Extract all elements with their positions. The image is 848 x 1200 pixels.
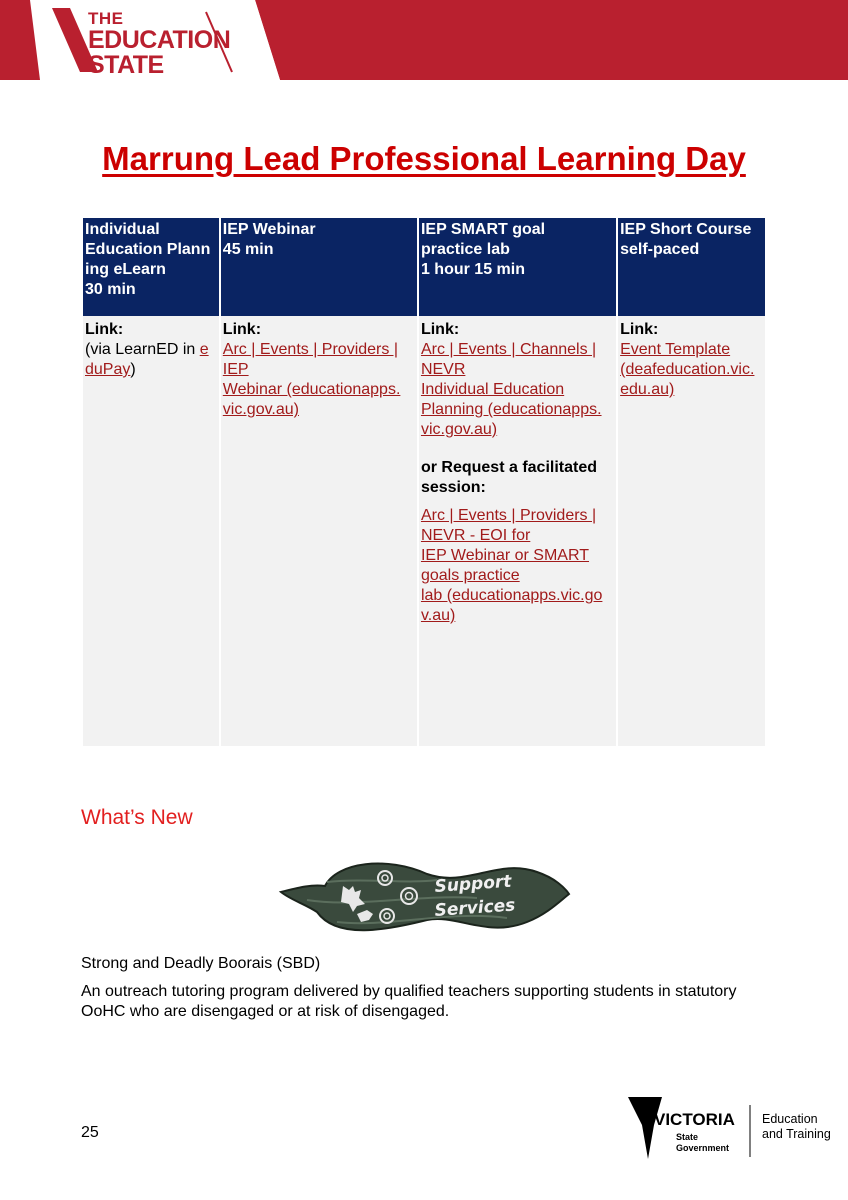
body-cell-webinar (221, 316, 417, 746)
education-state-logo (88, 10, 230, 78)
page-title: Marrung Lead Professional Learning Day (102, 140, 746, 177)
logo-sub: State (676, 1132, 699, 1142)
header-text: IEP SMART goal (420, 221, 546, 238)
leaf-text: Services (433, 895, 516, 921)
logo-word: VICTORIA (654, 1110, 735, 1129)
webinar-link[interactable]: Arc | Events | Providers | (222, 341, 398, 358)
department-name (762, 1112, 831, 1142)
header-text: 45 min (222, 241, 274, 258)
request-line: or Request a facilitated (420, 459, 597, 476)
body-cell-short-course (618, 316, 765, 746)
header-text: 30 min (85, 281, 136, 298)
logo-sub: Government (676, 1143, 730, 1153)
smart-lab-link[interactable]: vic.gov.au) (420, 421, 498, 438)
header-text: self-paced (620, 241, 700, 258)
brand-line-2: EDUCATION (88, 26, 231, 54)
edupay-link[interactable]: e (199, 341, 209, 358)
link-label: Link: (85, 321, 124, 338)
table-header-row (83, 218, 765, 316)
note-suffix: ) (130, 361, 136, 378)
request-session-label (421, 458, 614, 498)
header-text: IEP Short Course (620, 221, 752, 238)
short-course-link[interactable]: (deafeducation.vic. (620, 361, 755, 378)
request-line: session: (420, 479, 486, 496)
brand-line-3: STATE (88, 51, 164, 79)
eoi-link[interactable]: NEVR - EOI for (420, 527, 531, 544)
note-prefix: (via LearnED in (85, 341, 200, 358)
smart-lab-link[interactable]: Planning (educationapps. (420, 401, 602, 418)
body-cell-smart-lab (419, 316, 616, 746)
smart-lab-link[interactable]: Individual Education (420, 381, 565, 398)
program-name: Strong and Deadly Boorais (SBD) (81, 955, 321, 972)
header-cell-smart-lab (419, 218, 616, 316)
whats-new-heading: What’s New (81, 806, 193, 829)
smart-lab-link[interactable]: Arc | Events | Channels | (420, 341, 597, 358)
header-banner (0, 0, 848, 80)
smart-lab-link[interactable]: NEVR (420, 361, 466, 378)
department-line: Education (762, 1112, 818, 1126)
support-services-leaf-image (277, 848, 571, 942)
header-cell-elearn (83, 218, 219, 316)
learning-table (81, 218, 767, 746)
link-label: Link: (222, 321, 262, 338)
brand-line-1: THE (88, 9, 124, 28)
webinar-link[interactable]: Webinar (educationapps. (222, 381, 401, 398)
eoi-link[interactable]: goals practice (420, 567, 520, 584)
eoi-link[interactable]: lab (educationapps.vic.go (420, 587, 603, 604)
header-text: practice lab (420, 241, 510, 258)
elearn-note (85, 341, 209, 378)
body-cell-elearn (83, 316, 219, 746)
webinar-link[interactable]: IEP (222, 361, 249, 378)
header-text: Education Plann (85, 241, 211, 258)
header-text: IEP Webinar (222, 221, 316, 238)
table-body-row (83, 316, 765, 746)
header-text: ing eLearn (85, 261, 166, 278)
header-text: Individual (85, 221, 160, 238)
link-label: Link: (620, 321, 659, 338)
eoi-link[interactable]: Arc | Events | Providers | (420, 507, 597, 524)
eoi-link[interactable]: IEP Webinar or SMART (420, 547, 590, 564)
header-cell-short-course (618, 218, 765, 316)
eoi-link[interactable]: v.au) (420, 607, 456, 624)
department-line: and Training (762, 1127, 831, 1141)
header-cell-webinar (221, 218, 417, 316)
webinar-link[interactable]: vic.gov.au) (222, 401, 299, 418)
program-description: An outreach tutoring program delivered by qualified teachers supporting students in statutory OoHC who are disengaged or at risk of disengaged. (81, 983, 737, 1020)
edupay-link-cont[interactable]: duPay (85, 361, 131, 378)
short-course-link[interactable]: Event Template (620, 341, 731, 358)
page-number: 25 (81, 1124, 99, 1141)
short-course-link[interactable]: edu.au) (620, 381, 675, 398)
link-label: Link: (420, 321, 460, 338)
leaf-text: Support (433, 871, 513, 897)
header-text: 1 hour 15 min (420, 261, 525, 278)
